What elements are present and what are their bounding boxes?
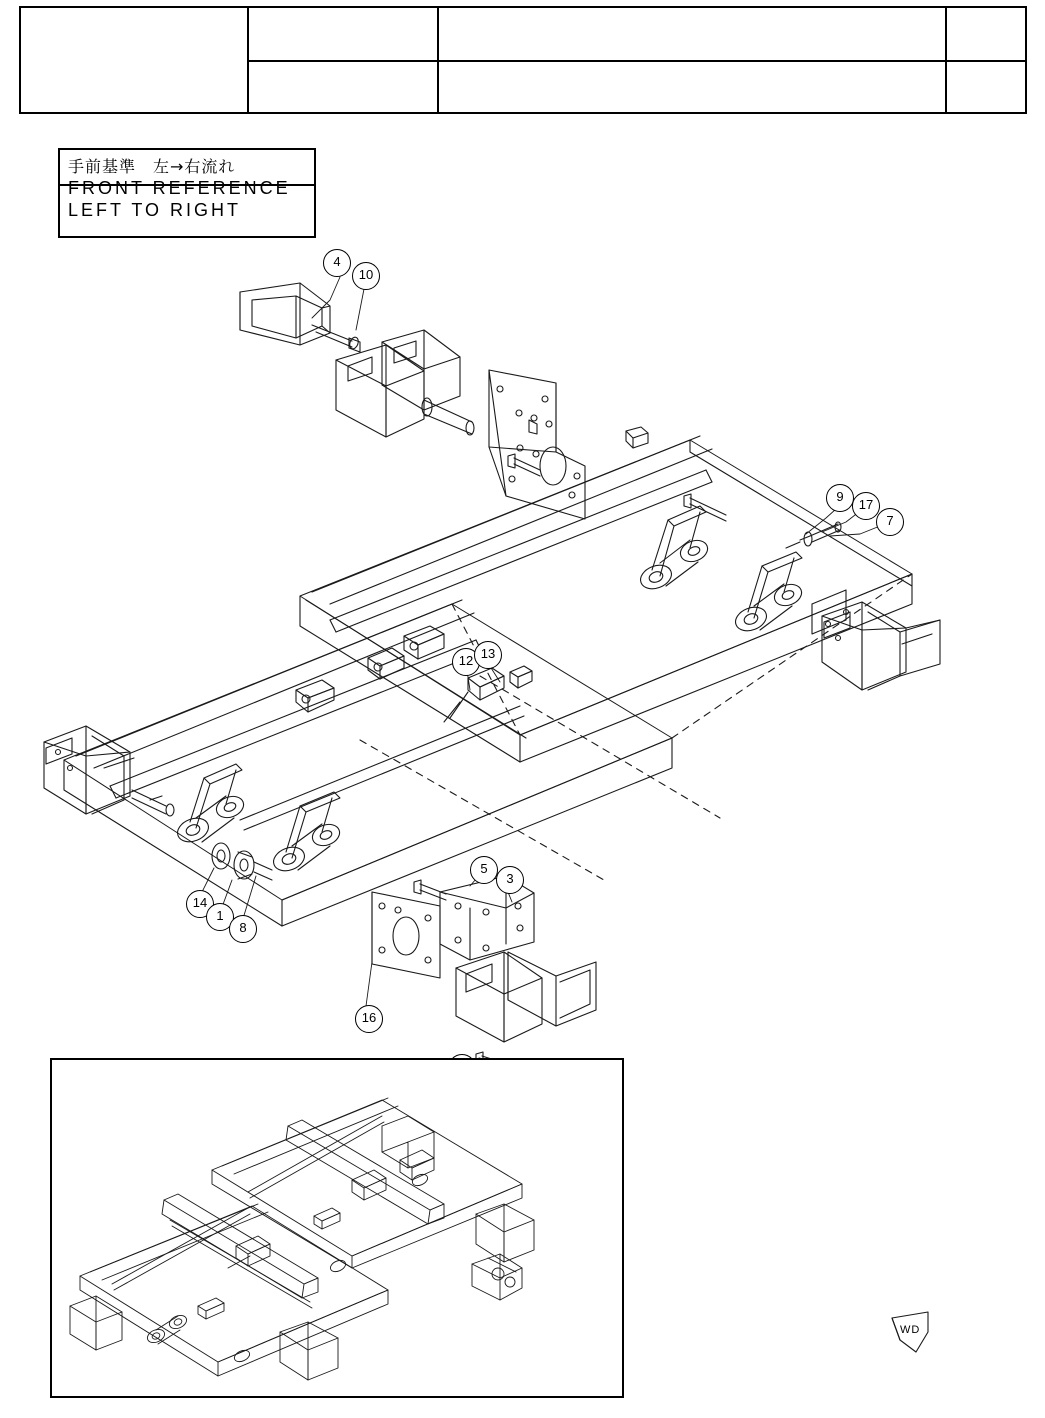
belt-drive-upper <box>637 506 711 593</box>
wd-mark-label: WD <box>900 1324 921 1336</box>
upper-drive-unit <box>240 283 726 521</box>
inset-assembly-linework <box>52 1060 622 1396</box>
callout-balloon-12[interactable]: 12 <box>452 648 480 676</box>
main-frame-rails <box>64 436 912 926</box>
callout-balloon-13[interactable]: 13 <box>474 641 502 669</box>
callout-balloon-10[interactable]: 10 <box>352 262 380 290</box>
callout-balloon-17[interactable]: 17 <box>852 492 880 520</box>
callout-balloon-8[interactable]: 8 <box>229 915 257 943</box>
reference-note-english-line1: FRONT REFERENCE <box>68 178 291 198</box>
wd-mark-label-wrap <box>890 1310 936 1354</box>
callout-balloon-5[interactable]: 5 <box>470 856 498 884</box>
right-end-drive-box <box>786 522 940 690</box>
callout-balloon-6[interactable]: 7 <box>876 508 904 536</box>
lower-exploded-motor-group <box>372 876 596 1076</box>
reference-note-japanese: 手前基準 左→右流れ <box>68 157 236 176</box>
callout-balloon-16[interactable]: 16 <box>355 1005 383 1033</box>
callout-balloon-1[interactable]: 1 <box>206 903 234 931</box>
belt-drive-lower-left <box>174 764 247 846</box>
callout-leaders <box>198 277 880 1070</box>
callout-balloon-9[interactable]: 9 <box>826 484 854 512</box>
linear-guides <box>110 470 712 830</box>
inset-assembled-view <box>50 1058 624 1398</box>
callout-balloon-14[interactable]: 14 <box>186 890 214 918</box>
reference-note-english-line2: LEFT TO RIGHT <box>68 200 242 220</box>
callout-balloon-4[interactable]: 4 <box>323 249 351 277</box>
callout-balloon-3[interactable]: 3 <box>496 866 524 894</box>
